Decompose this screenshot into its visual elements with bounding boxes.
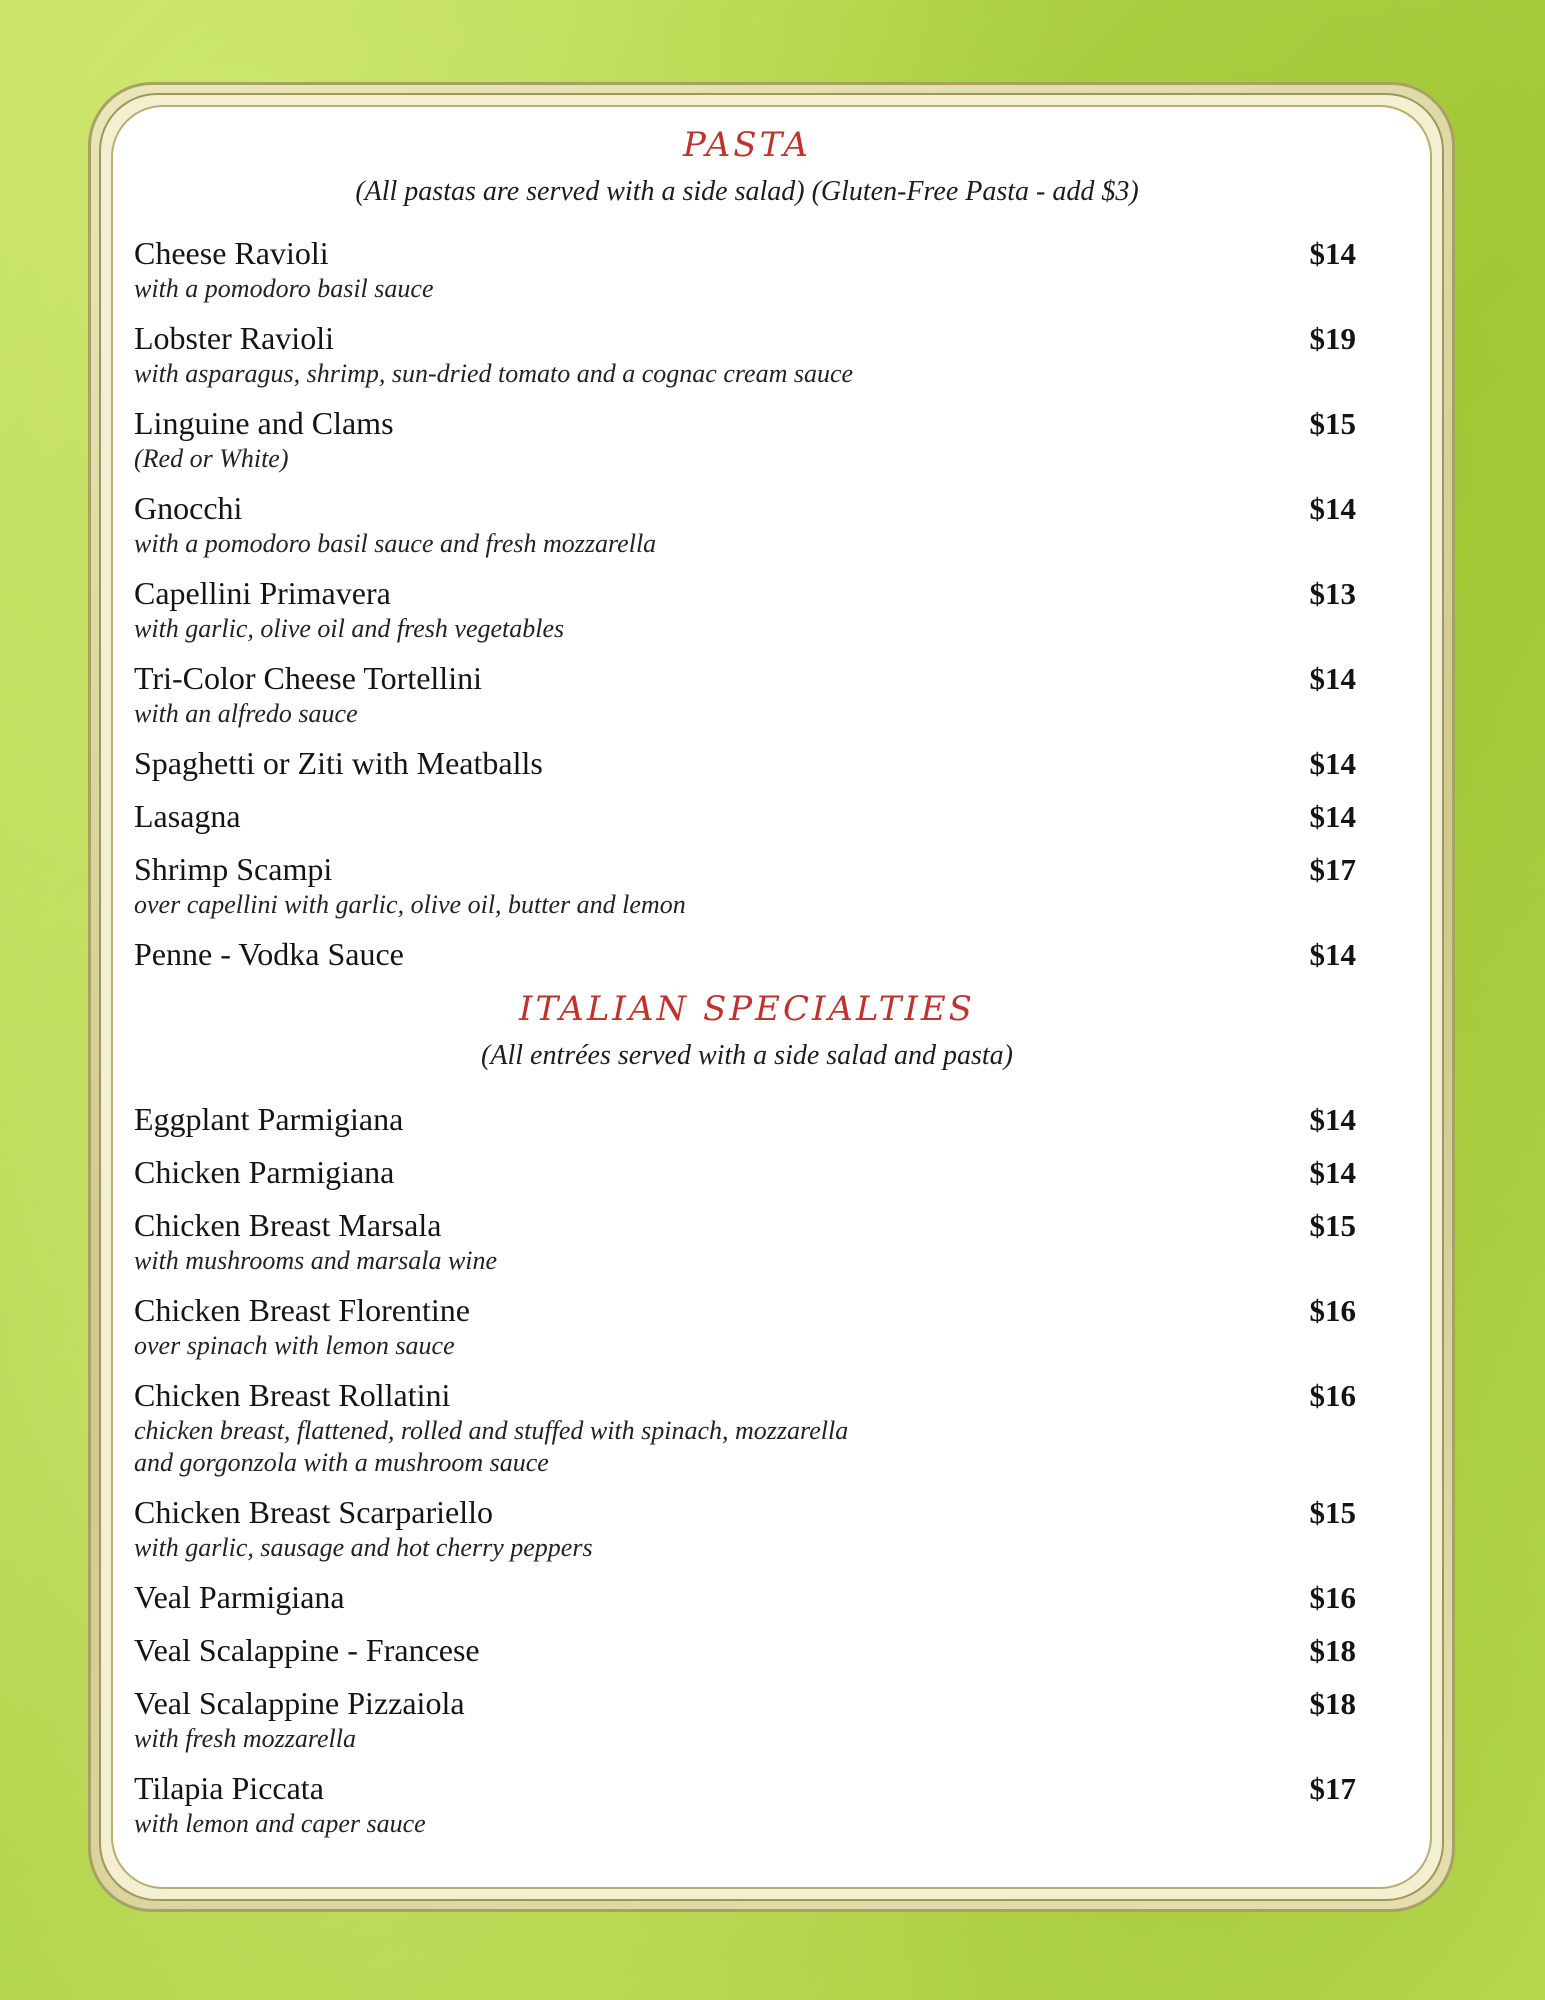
menu-item-price: $14 [1309,491,1356,526]
menu-item-row [134,1684,1360,1723]
menu-item-price: $15 [1309,1495,1356,1530]
menu-item-name: Eggplant Parmigiana [134,1101,404,1137]
menu-item-row [134,1493,1360,1532]
menu-item-name: Chicken Parmigiana [134,1154,395,1190]
menu-item-row [134,744,1360,783]
menu-item-price: $16 [1309,1293,1356,1328]
menu-item-name: Chicken Breast Rollatini [134,1377,451,1413]
menu-item-name: Veal Scalappine Pizzaiola [134,1685,465,1721]
menu-item-price: $17 [1309,852,1356,887]
menu-item-description: with lemon and caper sauce [134,1809,426,1838]
menu-item-name: Shrimp Scampi [134,851,333,887]
menu-item-name: Penne - Vodka Sauce [134,936,404,972]
menu-item-name: Veal Parmigiana [134,1579,345,1615]
pasta-item-list [134,234,1360,974]
menu-item-name: Gnocchi [134,490,243,526]
menu-item [134,1769,1360,1840]
menu-item [134,234,1360,305]
menu-item-name: Chicken Breast Florentine [134,1292,470,1328]
menu-item-row [134,1100,1360,1139]
specialties-item-list [134,1100,1360,1840]
menu-item [134,1206,1360,1277]
menu-item-row [134,797,1360,836]
menu-item-description: with a pomodoro basil sauce and fresh mozzarella [134,529,657,558]
menu-item-name: Spaghetti or Ziti with Meatballs [134,745,543,781]
menu-item-row [134,1291,1360,1330]
menu-item-price: $17 [1309,1771,1356,1806]
menu-item [134,1684,1360,1755]
menu-item [134,1376,1360,1479]
menu-item [134,1493,1360,1564]
menu-item-price: $14 [1309,799,1356,834]
menu-item-price: $18 [1309,1686,1356,1721]
menu-item-name: Tri-Color Cheese Tortellini [134,660,482,696]
menu-item [134,489,1360,560]
menu-item-row [134,1769,1360,1808]
menu-item-description: with garlic, sausage and hot cherry peppers [134,1533,593,1562]
menu-item-description: with fresh mozzarella [134,1724,356,1753]
pasta-section-note: (All pastas are served with a side salad) (Gluten-Free Pasta - add $3) [355,176,1139,207]
menu-item-row [134,1631,1360,1670]
menu-item-description: over spinach with lemon sauce [134,1331,455,1360]
menu-item [134,1291,1360,1362]
menu-item-name: Linguine and Clams [134,405,394,441]
menu-item-price: $14 [1309,661,1356,696]
menu-item [134,319,1360,390]
menu-item-name: Tilapia Piccata [134,1770,324,1806]
menu-item-name: Veal Scalappine - Francese [134,1632,480,1668]
menu-item-description: chicken breast, flattened, rolled and stuffed with spinach, mozzarella and gorgonzola with a mushroom sauce [134,1416,849,1477]
menu-item-price: $16 [1309,1580,1356,1615]
menu-item-name: Chicken Breast Scarpariello [134,1494,493,1530]
menu-item-row [134,1153,1360,1192]
menu-item-price: $15 [1309,1208,1356,1243]
menu-item-name: Lobster Ravioli [134,320,334,356]
menu-item-description: over capellini with garlic, olive oil, butter and lemon [134,890,686,919]
menu-item-row [134,234,1360,273]
menu-item [134,744,1360,783]
menu-item-row [134,1578,1360,1617]
menu-item-description: (Red or White) [134,444,289,473]
menu-item-name: Capellini Primavera [134,575,391,611]
menu-item-description: with garlic, olive oil and fresh vegetables [134,614,565,643]
menu-item-price: $19 [1309,321,1356,356]
menu-item [134,935,1360,974]
menu-item [134,659,1360,730]
menu-item-price: $14 [1309,236,1356,271]
menu-item-price: $14 [1309,1102,1356,1137]
menu-item-row [134,1206,1360,1245]
menu-item-row [134,935,1360,974]
menu-item [134,1631,1360,1670]
menu-item [134,797,1360,836]
menu-item [134,1578,1360,1617]
menu-item-price: $14 [1309,746,1356,781]
menu-item-name: Cheese Ravioli [134,235,329,271]
menu-item [134,1100,1360,1139]
menu-item-description: with a pomodoro basil sauce [134,274,434,303]
menu-item-row [134,319,1360,358]
menu-item-price: $13 [1309,576,1356,611]
menu-item-name: Chicken Breast Marsala [134,1207,442,1243]
menu-item-price: $14 [1309,1155,1356,1190]
menu-item [134,574,1360,645]
menu-item-name: Lasagna [134,798,241,834]
menu-item-row [134,850,1360,889]
menu-item [134,404,1360,475]
menu-item-price: $16 [1309,1378,1356,1413]
specialties-section-note: (All entrées served with a side salad and pasta) [481,1040,1013,1071]
menu-item-row [134,574,1360,613]
menu-item-price: $18 [1309,1633,1356,1668]
menu-item [134,1153,1360,1192]
menu-item-description: with an alfredo sauce [134,699,358,728]
menu-item-description: with mushrooms and marsala wine [134,1246,498,1275]
menu-item-price: $14 [1309,937,1356,972]
menu-item [134,850,1360,921]
menu-content [134,120,1360,1840]
menu-item-row [134,659,1360,698]
menu-item-price: $15 [1309,406,1356,441]
menu-item-row [134,489,1360,528]
menu-item-row [134,404,1360,443]
menu-item-description: with asparagus, shrimp, sun-dried tomato and a cognac cream sauce [134,359,854,388]
specialties-section-title: ITALIAN SPECIALTIES [519,989,975,1029]
pasta-section-title: PASTA [683,125,811,165]
menu-item-row [134,1376,1360,1415]
